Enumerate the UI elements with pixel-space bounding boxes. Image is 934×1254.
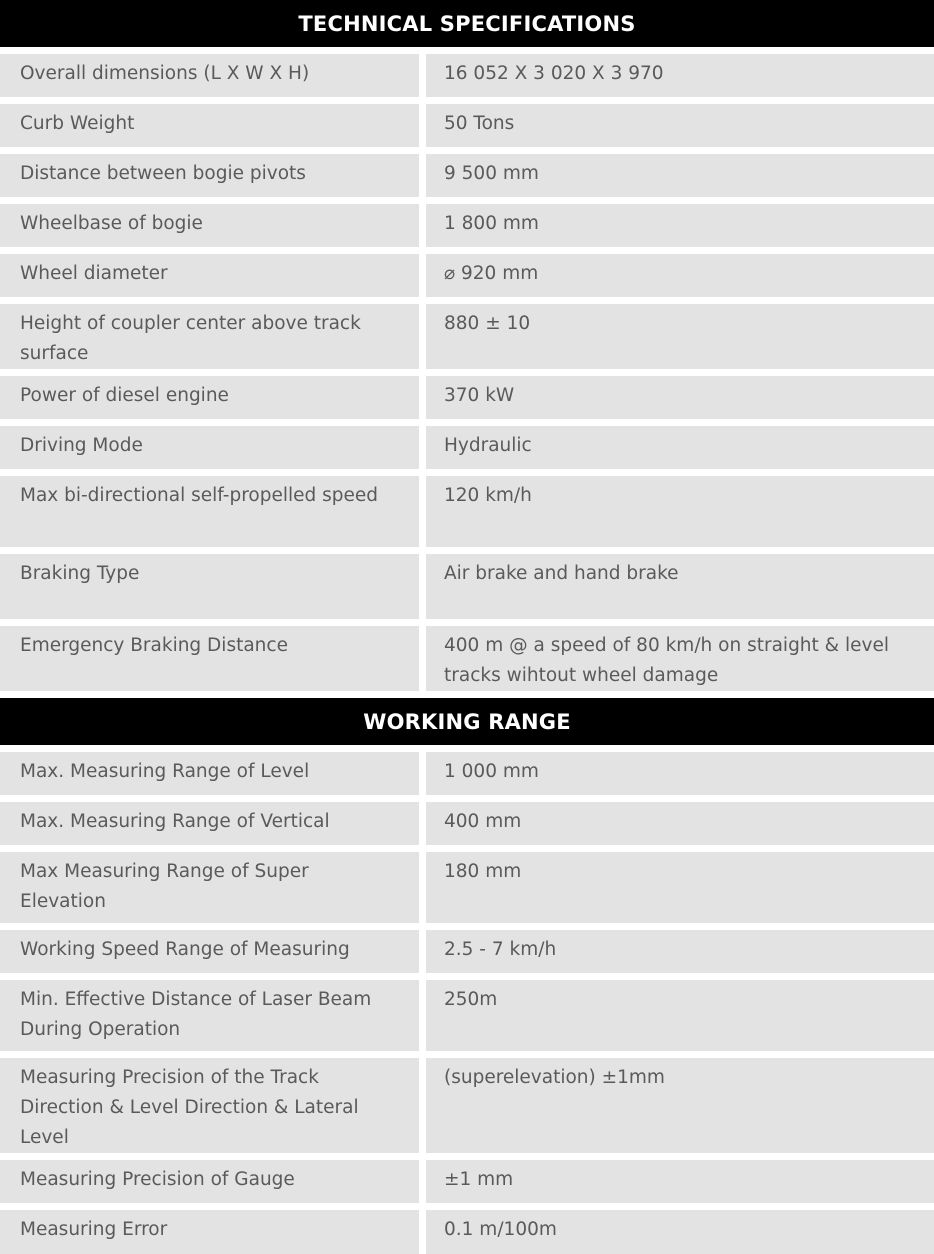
range-label: Max. Measuring Range of Level <box>0 752 419 795</box>
range-value: 400 mm <box>426 802 934 845</box>
working-range-header: WORKING RANGE <box>0 698 934 745</box>
spec-label: Wheel diameter <box>0 254 419 297</box>
range-value: ±1 mm <box>426 1160 934 1203</box>
spec-label: Braking Type <box>0 554 419 619</box>
range-label: Measuring Precision of Gauge <box>0 1160 419 1203</box>
spec-value: 9 500 mm <box>426 154 934 197</box>
spec-value: 1 800 mm <box>426 204 934 247</box>
range-label: Max. Measuring Range of Vertical <box>0 802 419 845</box>
spec-label: Distance between bogie pivots <box>0 154 419 197</box>
range-label: Max Measuring Range of Super Elevation <box>0 852 419 923</box>
spec-label: Power of diesel engine <box>0 376 419 419</box>
spec-label: Emergency Braking Distance <box>0 626 419 691</box>
spec-value: 400 m @ a speed of 80 km/h on straight & level tracks wihtout wheel damage <box>426 626 934 691</box>
range-label: Min. Effective Distance of Laser Beam During Operation <box>0 980 419 1051</box>
range-value: 0.1 m/100m <box>426 1210 934 1254</box>
spec-label: Overall dimensions (L X W X H) <box>0 54 419 97</box>
spec-value: 120 km/h <box>426 476 934 547</box>
spec-label: Max bi-directional self-propelled speed <box>0 476 419 547</box>
spec-value: 370 kW <box>426 376 934 419</box>
technical-specifications-header: TECHNICAL SPECIFICATIONS <box>0 0 934 47</box>
spec-label: Curb Weight <box>0 104 419 147</box>
range-value: 2.5 - 7 km/h <box>426 930 934 973</box>
range-value: (superelevation) ±1mm <box>426 1058 934 1153</box>
spec-value: ⌀ 920 mm <box>426 254 934 297</box>
range-label: Measuring Error <box>0 1210 419 1254</box>
spec-value: 50 Tons <box>426 104 934 147</box>
range-label: Working Speed Range of Measuring <box>0 930 419 973</box>
range-value: 180 mm <box>426 852 934 923</box>
spec-label: Driving Mode <box>0 426 419 469</box>
spec-label: Wheelbase of bogie <box>0 204 419 247</box>
spec-value: 16 052 X 3 020 X 3 970 <box>426 54 934 97</box>
spec-value: 880 ± 10 <box>426 304 934 369</box>
spec-value: Hydraulic <box>426 426 934 469</box>
spec-label: Height of coupler center above track surface <box>0 304 419 369</box>
spec-value: Air brake and hand brake <box>426 554 934 619</box>
range-value: 250m <box>426 980 934 1051</box>
range-label: Measuring Precision of the Track Direction & Level Direction & Lateral Level <box>0 1058 419 1153</box>
range-value: 1 000 mm <box>426 752 934 795</box>
